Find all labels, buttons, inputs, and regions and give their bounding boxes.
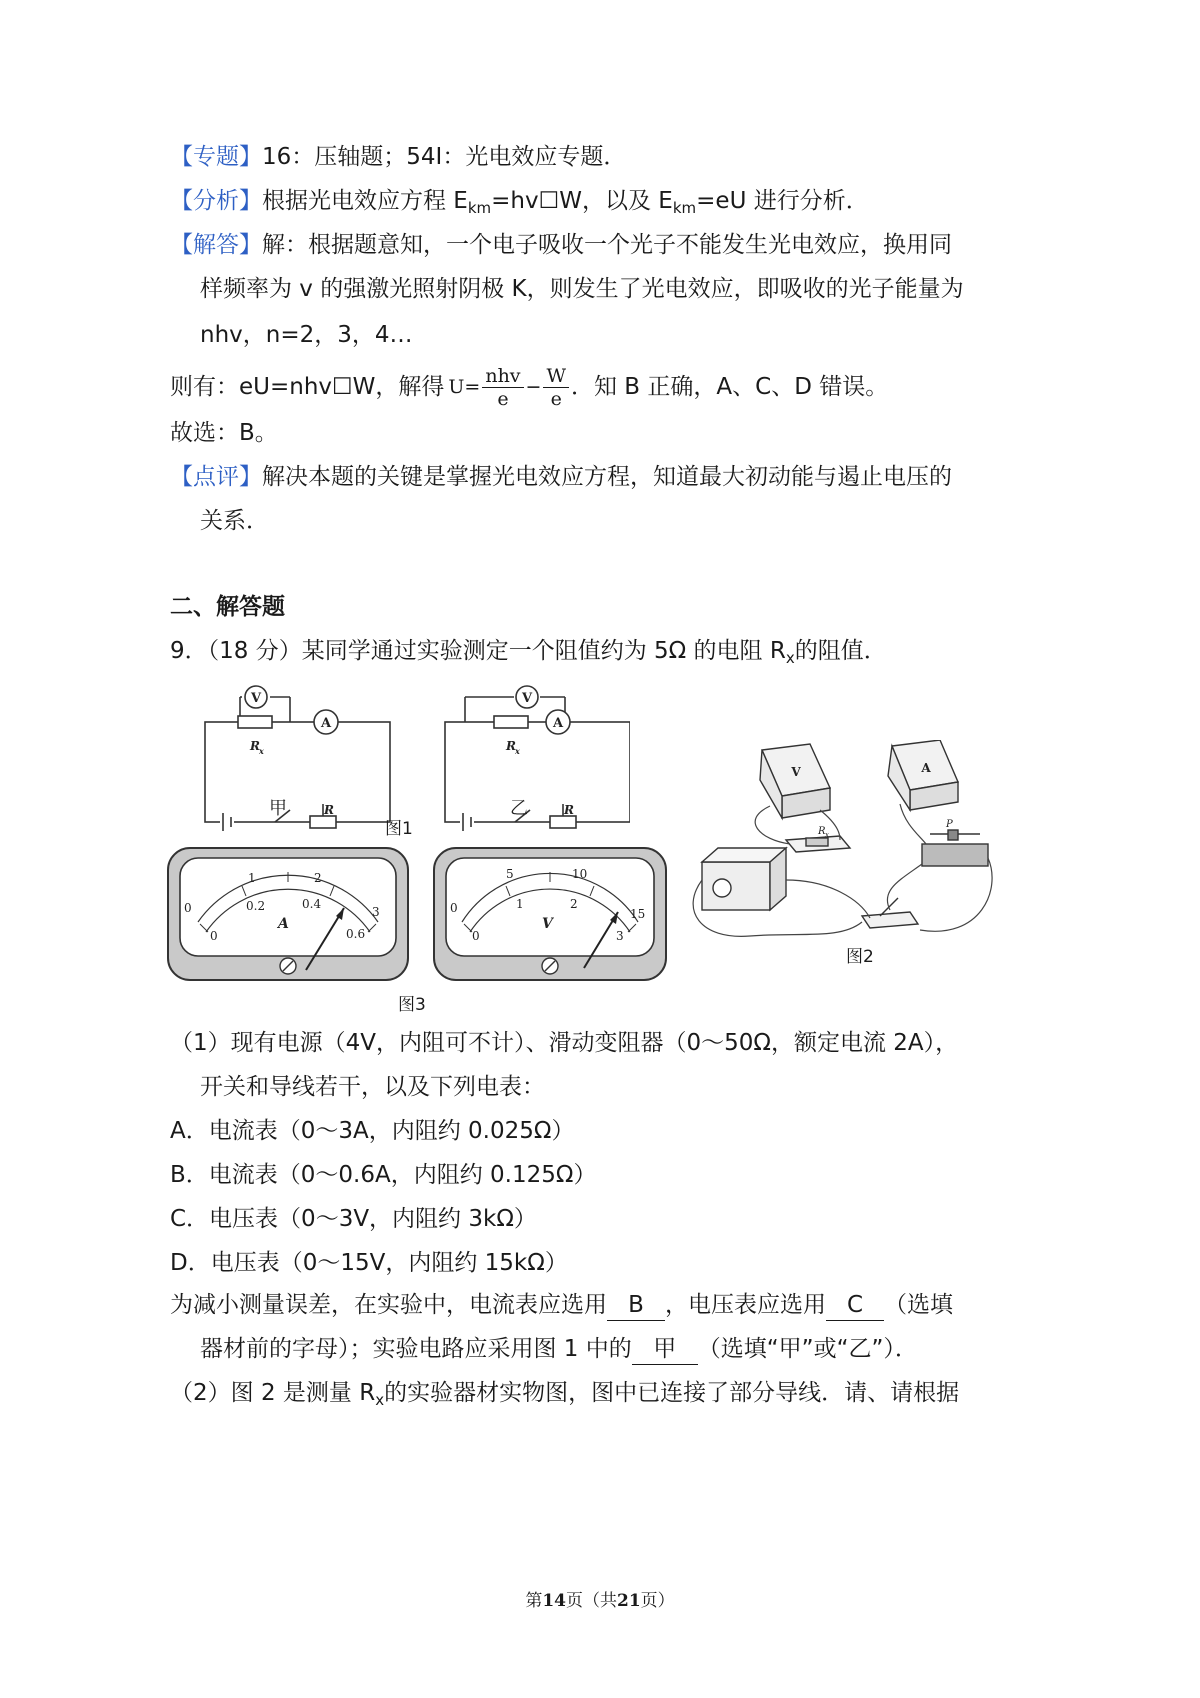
ammeter-inner-0: 0 xyxy=(210,929,218,943)
fig2-rx-label: R xyxy=(818,826,826,837)
fraction-denominator-2: e xyxy=(550,387,562,410)
ammeter-symbol: A xyxy=(278,916,289,932)
ammeter-inner-3: 0.6 xyxy=(346,927,366,941)
solution-line-2: 样频率为 v 的强激光照射阴极 K，则发生了光电效应，即吸收的光子能量为 xyxy=(200,276,964,302)
formula-text-1: 则有：eU=nhv☐W，解得 xyxy=(170,374,445,400)
fig1-right-ammeter-label: A xyxy=(552,716,564,731)
answer-text-4: 器材前的字母）；实验电路应采用图 1 中的 xyxy=(200,1336,632,1362)
topic-tag: 【专题】 xyxy=(170,144,262,170)
ammeter-outer-1: 1 xyxy=(248,871,256,885)
analysis-sub-2: km xyxy=(672,199,697,217)
answer-text-1: 为减小测量误差，在实验中，电流表应选用 xyxy=(170,1292,607,1318)
answer-text-2: ，电压表应选用 xyxy=(665,1292,826,1318)
option-d: D．电压表（0～15V，内阻约 15kΩ） xyxy=(170,1250,568,1276)
part-1-line-2: 开关和导线若干，以及下列电表： xyxy=(200,1074,545,1100)
fraction-numerator-2: W xyxy=(543,365,569,388)
footer-mid: 页（共 xyxy=(566,1591,617,1611)
comment-text-1: 解决本题的关键是掌握光电效应方程，知道最大初动能与遏止电压的 xyxy=(262,464,952,490)
voltmeter-outer-0: 0 xyxy=(450,901,458,915)
fig1-left-ammeter-label: A xyxy=(320,716,332,731)
fig1-right-voltmeter-label: V xyxy=(521,691,533,706)
solution-line-3: nhv，n=2，3，4… xyxy=(200,322,413,348)
ammeter-inner-2: 0.4 xyxy=(302,897,322,911)
ammeter-outer-3: 3 xyxy=(372,905,380,919)
figure-2-caption: 图2 xyxy=(846,947,874,967)
figure-1-caption: 图1 xyxy=(385,819,413,839)
footer-pre: 第 xyxy=(525,1591,543,1611)
choice-line: 故选：B。 xyxy=(170,420,278,446)
answer-text-3: （选填 xyxy=(884,1292,953,1318)
question-9-text-1: 9．（18 分）某同学通过实验测定一个阻值约为 5Ω 的电阻 R xyxy=(170,638,786,664)
analysis-text-1: 根据光电效应方程 E xyxy=(262,188,468,214)
option-b: B．电流表（0～0.6A，内阻约 0.125Ω） xyxy=(170,1162,597,1188)
page-footer xyxy=(0,1586,1200,1611)
section-title: 二、解答题 xyxy=(170,594,285,620)
formula-minus: − xyxy=(525,376,542,398)
part-1-line-1: （1）现有电源（4V，内阻可不计）、滑动变阻器（0～50Ω，额定电流 2A）， xyxy=(170,1030,959,1056)
voltmeter-inner-2: 2 xyxy=(570,897,578,911)
footer-total-pages: 21 xyxy=(617,1591,641,1611)
solution-text-1: 解：根据题意知，一个电子吸收一个光子不能发生光电效应，换用同 xyxy=(262,232,952,258)
fig2-voltmeter-label: V xyxy=(791,765,801,779)
voltmeter-symbol: V xyxy=(542,916,553,932)
answer-text-5: （选填“甲”或“乙”）． xyxy=(697,1336,918,1362)
fig1-label-yi: 乙 xyxy=(510,798,528,819)
voltmeter-inner-1: 1 xyxy=(516,897,524,911)
analysis-text-3: =eU 进行分析． xyxy=(696,188,869,214)
part-2-sub: x xyxy=(375,1391,385,1409)
ammeter-inner-1: 0.2 xyxy=(246,899,266,913)
footer-post: 页） xyxy=(640,1591,675,1611)
question-9-sub: x xyxy=(785,649,795,667)
footer-page-number: 14 xyxy=(542,1591,566,1611)
fig2-rx-sub: x xyxy=(825,831,829,839)
comment-tag: 【点评】 xyxy=(170,464,262,490)
figure-3-ammeter-dial xyxy=(166,846,410,982)
option-c: C．电压表（0～3V，内阻约 3kΩ） xyxy=(170,1206,537,1232)
fig2-p-label: P xyxy=(946,819,953,830)
fraction-numerator-1: nhv xyxy=(482,365,523,388)
analysis-text-2: =hv☐W，以及 E xyxy=(491,188,673,214)
fraction-denominator-1: e xyxy=(497,387,509,410)
solution-tag: 【解答】 xyxy=(170,232,262,258)
analysis-line xyxy=(170,186,869,216)
fig1-left-rx-sub: x xyxy=(259,746,264,756)
topic-text: 16：压轴题；54I：光电效应专题． xyxy=(262,144,627,170)
topic-line xyxy=(170,142,626,172)
voltmeter-outer-1: 5 xyxy=(506,867,514,881)
formula-u: U= xyxy=(448,376,481,398)
analysis-tag: 【分析】 xyxy=(170,188,262,214)
answer-line-2 xyxy=(200,1334,918,1365)
figure-3-voltmeter-dial xyxy=(432,846,668,982)
part-2-text-1: （2）图 2 是测量 R xyxy=(170,1380,376,1406)
answer-blank-ammeter: B xyxy=(607,1290,665,1321)
figure-2-apparatus xyxy=(690,740,1000,960)
fig1-left-voltmeter-label: V xyxy=(250,691,262,706)
question-9-text-2: 的阻值． xyxy=(794,638,887,664)
fig1-label-jia: 甲 xyxy=(269,798,287,819)
fig2-ammeter-label: A xyxy=(921,761,931,775)
question-9-stem xyxy=(170,636,887,666)
fig1-right-rx-sub: x xyxy=(515,746,520,756)
fraction-w-over-e xyxy=(543,365,569,410)
part-2-line xyxy=(170,1378,959,1408)
answer-blank-voltmeter: C xyxy=(826,1290,884,1321)
answer-blank-circuit: 甲 xyxy=(632,1334,698,1365)
comment-line-2: 关系． xyxy=(200,508,269,534)
solution-line-1 xyxy=(170,230,952,260)
fraction-nhv-over-e xyxy=(482,365,523,410)
fig1-left-rx-label: R xyxy=(250,739,260,753)
part-2-text-2: 的实验器材实物图，图中已连接了部分导线．请、请根据 xyxy=(384,1380,960,1406)
fig1-right-r-label: R xyxy=(564,803,574,817)
voltmeter-outer-2: 10 xyxy=(572,867,588,881)
comment-line-1 xyxy=(170,462,952,492)
voltmeter-outer-3: 15 xyxy=(630,907,646,921)
fig1-left-r-label: R xyxy=(324,803,334,817)
formula-text-2: ．知 B 正确，A、C、D 错误。 xyxy=(571,374,889,400)
analysis-sub-1: km xyxy=(467,199,492,217)
formula-line xyxy=(170,362,888,412)
answer-line-1 xyxy=(170,1290,953,1321)
ammeter-outer-0: 0 xyxy=(184,901,192,915)
figure-3-caption: 图3 xyxy=(398,995,426,1015)
voltmeter-inner-0: 0 xyxy=(472,929,480,943)
fig1-right-rx-label: R xyxy=(506,739,516,753)
voltmeter-inner-3: 3 xyxy=(616,929,624,943)
ammeter-outer-2: 2 xyxy=(314,871,322,885)
option-a: A．电流表（0～3A，内阻约 0.025Ω） xyxy=(170,1118,575,1144)
